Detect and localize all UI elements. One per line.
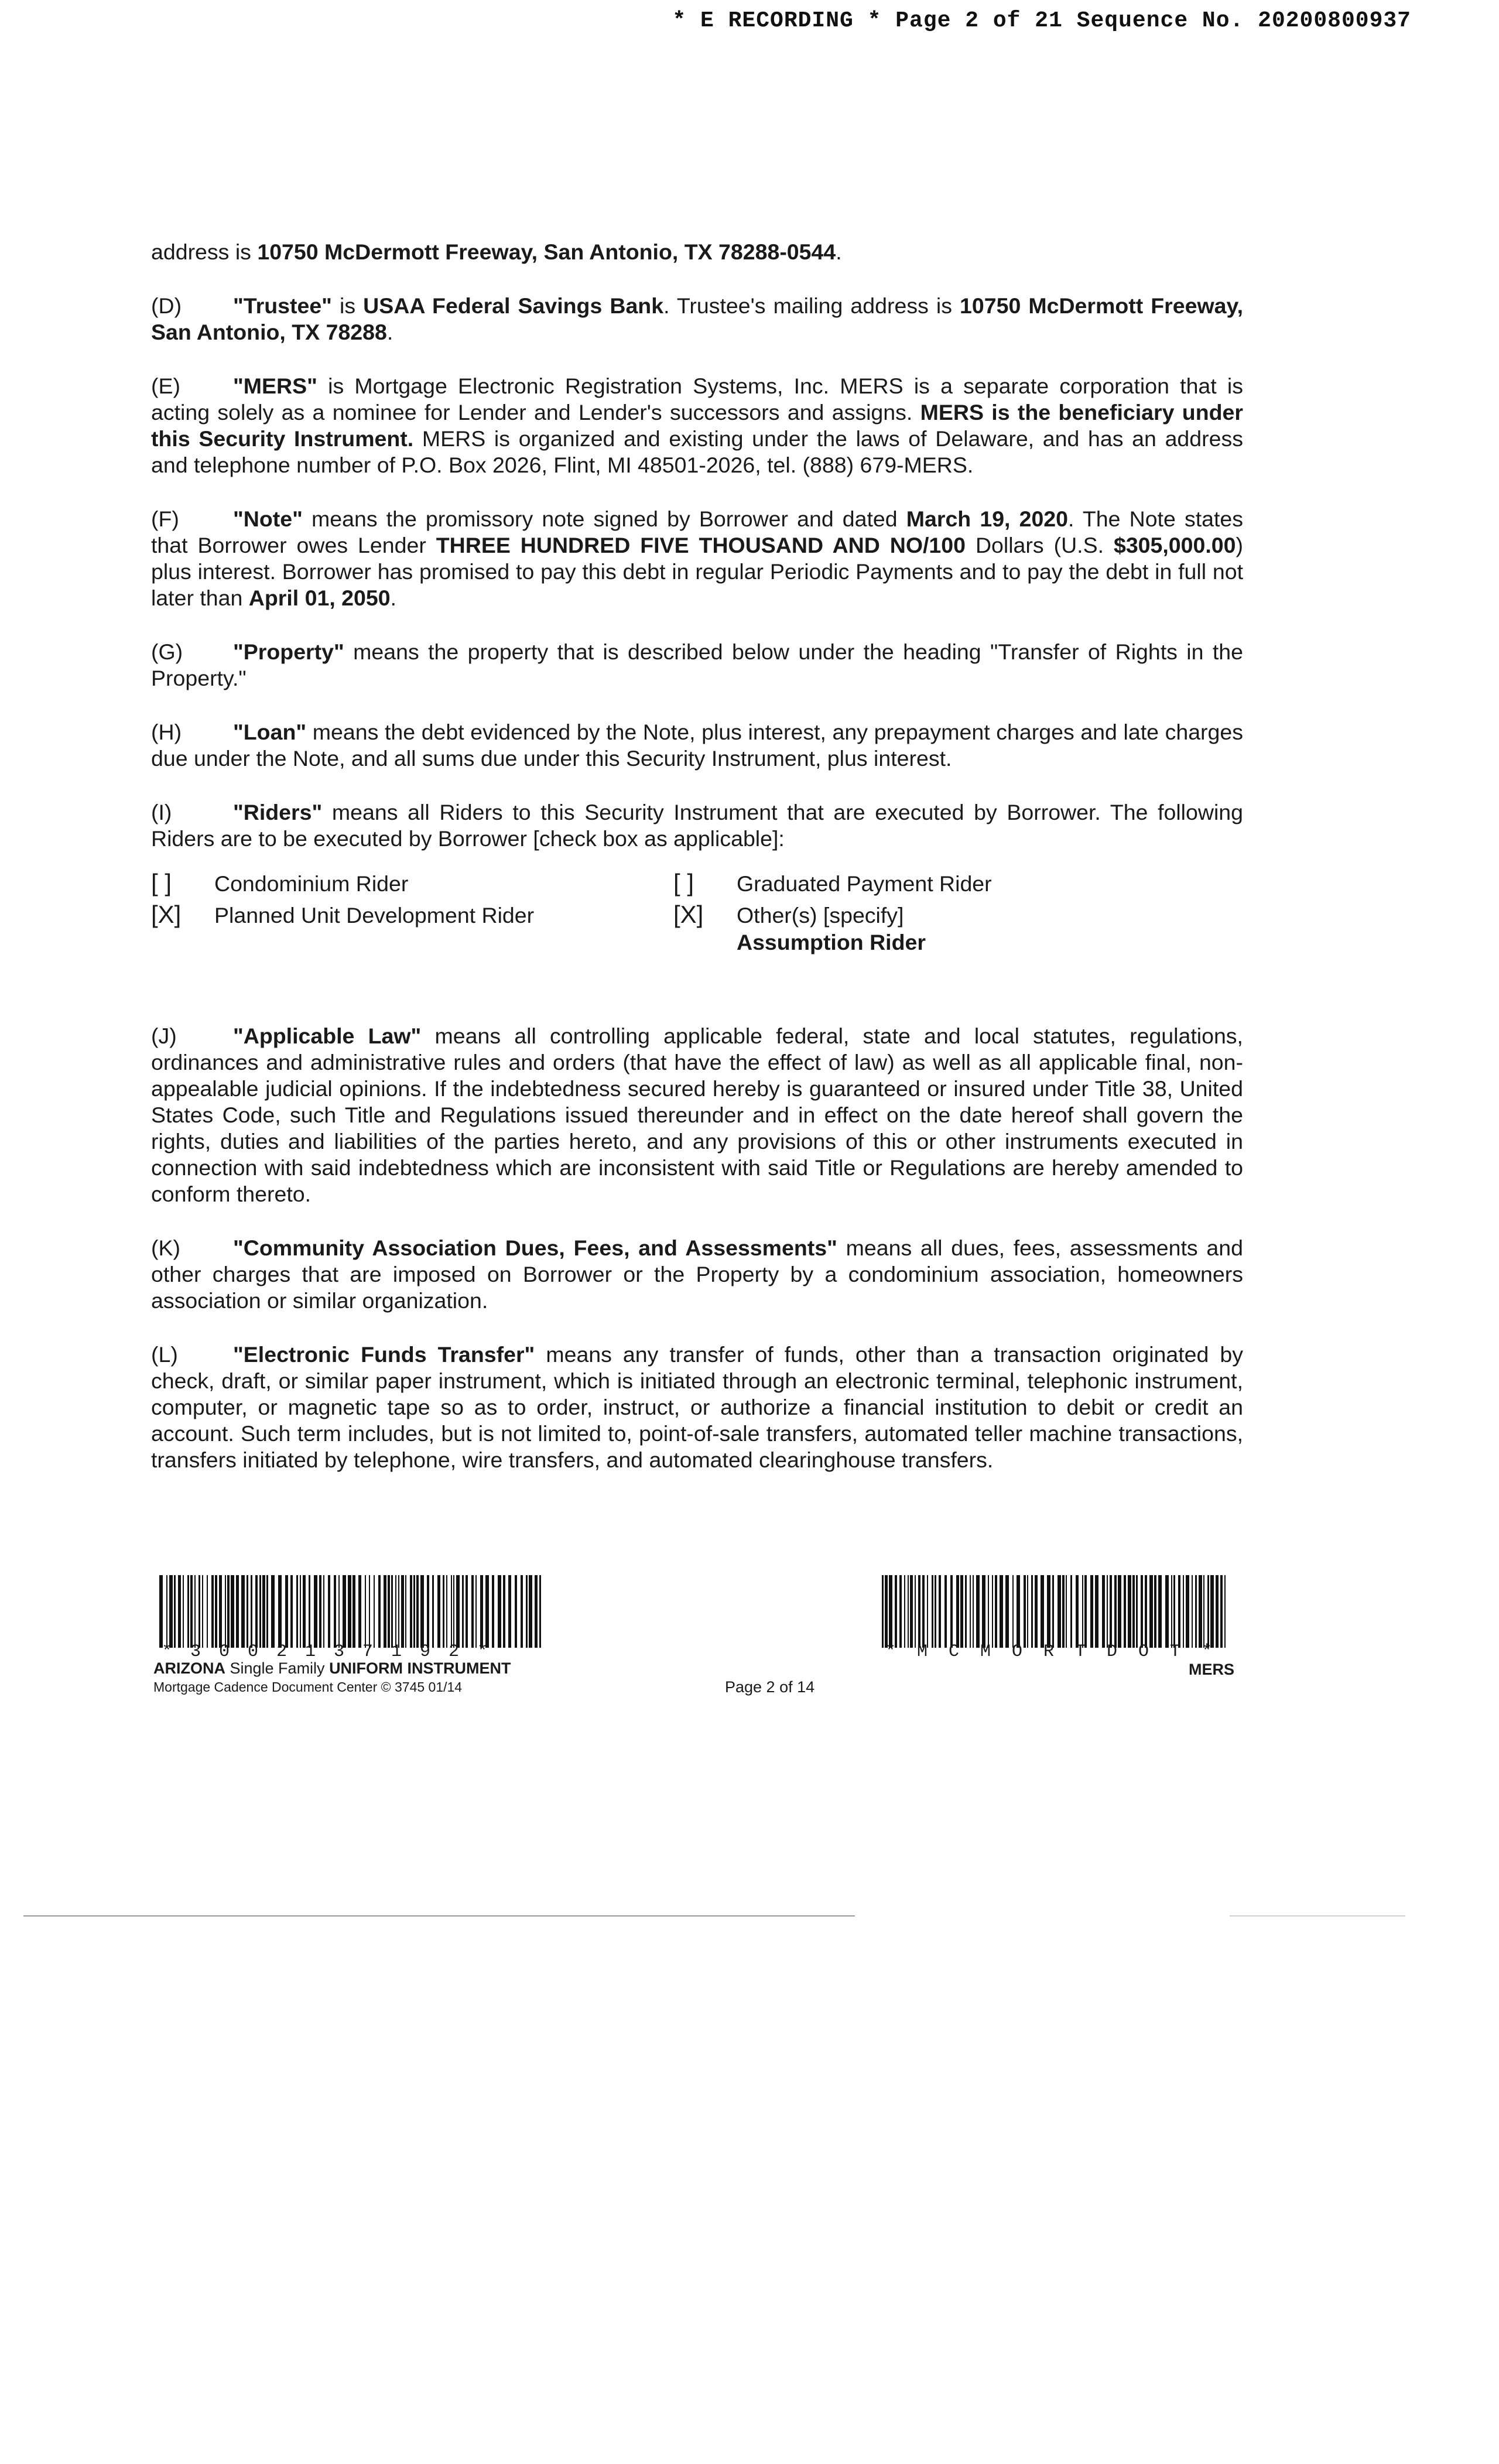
rider-other: [673, 901, 926, 954]
address-continuation: address is 10750 McDermott Freeway, San Antonio, TX 78288-0544.: [151, 239, 842, 264]
rider-checkbox[interactable]: [X]: [673, 901, 704, 928]
document-body: [151, 239, 1243, 1501]
definition-riders: (I) "Riders" means all Riders to this Security Instrument that are executed by Borrower. The following Riders are to be executed by Borrower [check box as applicable]:: [151, 800, 1243, 851]
rider-checkbox[interactable]: [ ]: [673, 869, 694, 896]
mers-label: MERS: [1189, 1661, 1235, 1678]
definition-note: (F) "Note" means the promissory note signed by Borrower and dated March 19, 2020. The Note states that Borrower owes Lender THREE HUNDRED FIVE THOUSAND AND NO/100 Dollars (U.S. $305,000.00) plus interest. Borrower has promised to pay this debt in regular Periodic Payments and to pay the debt in full not later than April 01, 2050.: [151, 507, 1244, 610]
riders-checklist: [151, 870, 1243, 969]
form-source: Mortgage Cadence Document Center © 3745 01/14: [153, 1679, 463, 1695]
rider-label: Planned Unit Development Rider: [214, 903, 535, 928]
definition-applicable-law: (J) "Applicable Law" means all controlling applicable federal, state and local statutes, regulations, ordinances and administrative rules and orders (that have the effect of law) as well as all applicable final, non-appealable judicial opinions. If the indebtedness secured hereby is guaranteed or insured under Title 38, United States Code, such Title and Regulations issued thereunder and in effect on the date hereof shall govern the rights, duties and liabilities of the parties hereto, and any provisions of this or other instruments executed in connection with said indebtedness which are inconsistent with said Title or Regulations are hereby amended to conform thereto.: [151, 1024, 1243, 1206]
definition-loan: (H) "Loan" means the debt evidenced by the Note, plus interest, any prepayment charges and late charges due under the Note, and all sums due under this Security Instrument, plus interest.: [151, 720, 1243, 771]
rider-label: Condominium Rider: [214, 871, 409, 896]
rider-label: Graduated Payment Rider: [737, 871, 992, 896]
recording-banner: * E RECORDING * Page 2 of 21 Sequence No. 20200800937: [672, 8, 1411, 33]
barcode-stripe: [539, 1575, 541, 1648]
scan-artifact-line: [23, 1915, 855, 1917]
form-title: ARIZONA Single Family UNIFORM INSTRUMENT: [153, 1659, 511, 1677]
barcode-left: [159, 1575, 541, 1648]
barcode-right-chars: *MCMORTDOT*: [885, 1642, 1234, 1662]
definition-electronic-funds-transfer: (L) "Electronic Funds Transfer" means any transfer of funds, other than a transaction originated by check, draft, or similar paper instrument, which is initiated through an electronic terminal, telephonic instrument, computer, or magnetic tape so as to order, instruct, or authorize a financial institution to debit or credit an account. Such term includes, but is not limited to, point-of-sale transfers, automated teller machine transactions, transfers initiated by telephone, wire transfers, and automated clearinghouse transfers.: [151, 1342, 1243, 1472]
rider-specified: Assumption Rider: [737, 930, 926, 954]
barcode-right: [882, 1575, 1227, 1648]
definition-property: (G) "Property" means the property that is described below under the heading "Transfer of Rights in the Property.": [151, 639, 1243, 690]
definition-community-association: (K) "Community Association Dues, Fees, and Assessments" means all dues, fees, assessments and other charges that are imposed on Borrower or the Property by a condominium association, homeowners association or similar organization.: [151, 1236, 1243, 1313]
rider-planned-unit: [151, 901, 534, 929]
page-number: Page 2 of 14: [725, 1678, 815, 1696]
barcode-left-digits: *3002137192*: [162, 1642, 506, 1662]
scan-artifact-line-right: [1230, 1915, 1405, 1917]
definition-trustee: (D) "Trustee" is USAA Federal Savings Bank. Trustee's mailing address is 10750 McDermott Freeway, San Antonio, TX 78288.: [151, 293, 1243, 344]
rider-graduated-payment: [673, 870, 992, 897]
rider-checkbox[interactable]: [ ]: [151, 869, 172, 896]
rider-condominium: [151, 870, 408, 897]
definition-mers: (E) "MERS" is Mortgage Electronic Registration Systems, Inc. MERS is a separate corporation that is acting solely as a nominee for Lender and Lender's successors and assigns. MERS is the beneficiary under this Security Instrument. MERS is organized and existing under the laws of Delaware, and has an address and telephone number of P.O. Box 2026, Flint, MI 48501-2026, tel. (888) 679-MERS.: [151, 374, 1243, 477]
rider-label: Other(s) [specify]: [737, 903, 904, 928]
rider-checkbox[interactable]: [X]: [151, 901, 182, 928]
barcode-stripe: [1226, 1575, 1227, 1648]
